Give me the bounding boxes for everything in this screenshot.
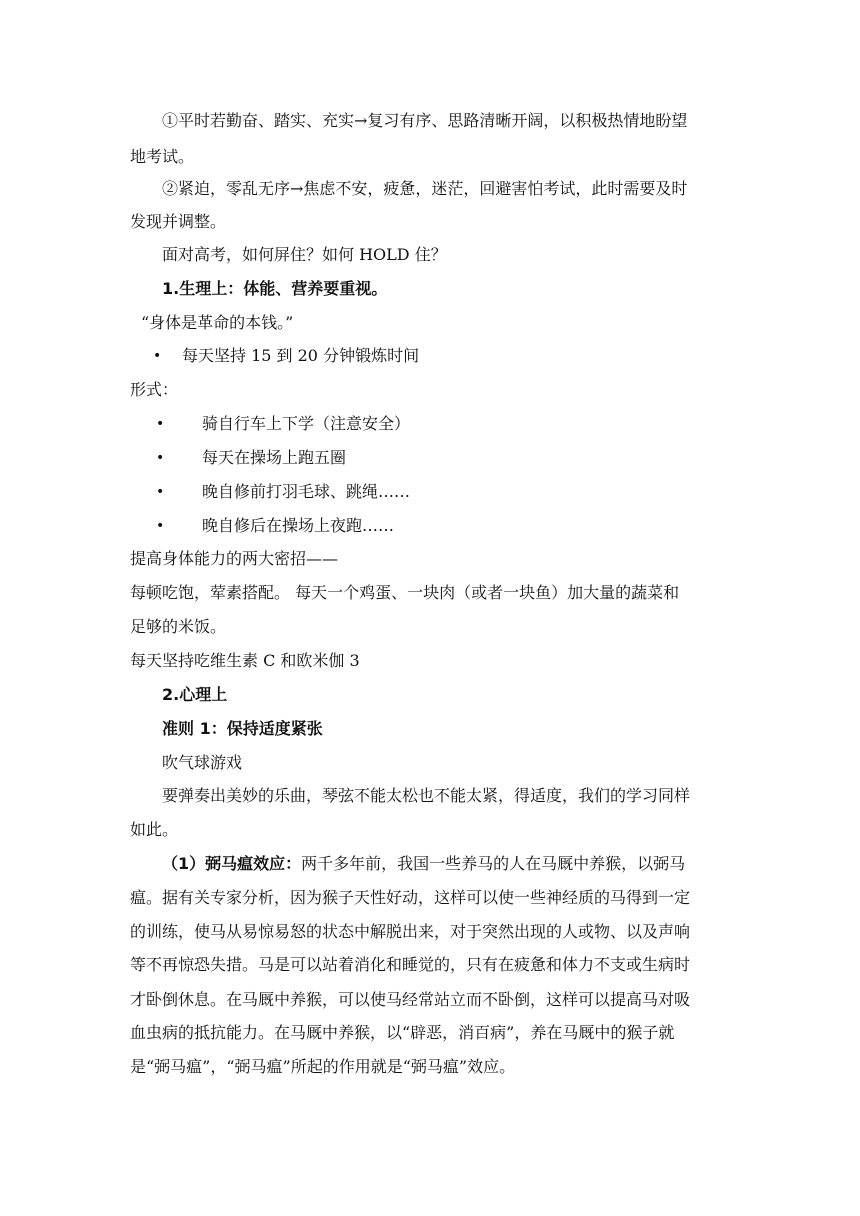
section-heading: 2.心理上 <box>162 685 228 704</box>
bullet-icon: • <box>153 348 162 364</box>
bullet-icon: • <box>156 484 165 500</box>
paragraph-line: 要弹奏出美妙的乐曲，琴弦不能太松也不能太紧，得适度，我们的学习同样 <box>162 786 691 805</box>
paragraph-line: 是“弼马瘟”，“弼马瘟”所起的作用就是“弼马瘟”效应。 <box>130 1057 516 1076</box>
bullet-item: 每天坚持 15 到 20 分钟锻炼时间 <box>182 346 420 365</box>
paragraph-line: 发现并调整。 <box>130 212 227 231</box>
section-heading: 1.生理上：体能、营养要重视。 <box>162 279 388 298</box>
form-label: 形式： <box>130 380 179 399</box>
list-item: 晚自修前打羽毛球、跳绳…… <box>202 482 411 501</box>
list-item: 晚自修后在操场上夜跑…… <box>202 516 395 535</box>
paragraph-line: 的训练，使马从易惊易怒的状态中解脱出来，对于突然出现的人或物、以及声响 <box>130 922 691 941</box>
paragraph-line: 每天坚持吃维生素 C 和欧米伽 3 <box>130 651 360 670</box>
paragraph-line: 血虫病的抵抗能力。在马厩中养猴，以“辟恶，消百病”，养在马厩中的猴子就 <box>130 1023 675 1042</box>
bullet-icon: • <box>156 450 165 466</box>
rule-heading: 准则 1：保持适度紧张 <box>162 719 323 738</box>
paragraph-line: 吹气球游戏 <box>162 753 243 772</box>
bullet-icon: • <box>156 416 165 432</box>
effect-title: （1）弼马瘟效应： <box>162 854 302 873</box>
paragraph-line: 等不再惊恐失措。马是可以站着消化和睡觉的，只有在疲惫和体力不支或生病时 <box>130 955 691 974</box>
paragraph-line: 瘟。据有关专家分析，因为猴子天性好动，这样可以使一些神经质的马得到一定 <box>130 888 691 907</box>
list-item: 每天在操场上跑五圈 <box>202 448 347 467</box>
paragraph-line: ②紧迫，零乱无序→焦虑不安，疲惫，迷茫，回避害怕考试，此时需要及时 <box>162 179 688 198</box>
paragraph-line <box>162 854 685 874</box>
paragraph-line: 如此。 <box>130 820 179 839</box>
list-item: 骑自行车上下学（注意安全） <box>202 414 411 433</box>
paragraph-line: 面对高考，如何屏住？如何 HOLD 住？ <box>162 245 447 264</box>
paragraph-line: 才卧倒休息。在马厩中养猴，可以使马经常站立而不卧倒，这样可以提高马对吸 <box>130 990 691 1009</box>
paragraph-line: 每顿吃饱，荤素搭配。 每天一个鸡蛋、一块肉（或者一块鱼）加大量的蔬菜和 <box>130 583 680 602</box>
quote-line: “身体是革命的本钱。” <box>141 313 294 332</box>
tips-title: 提高身体能力的两大密招—— <box>130 549 339 568</box>
paragraph-line: 足够的米饭。 <box>130 617 227 636</box>
paragraph-line: 地考试。 <box>130 147 195 166</box>
bullet-icon: • <box>156 518 165 534</box>
effect-text: 两千多年前，我国一些养马的人在马厩中养猴，以弼马 <box>301 854 686 873</box>
paragraph-line: ①平时若勤奋、踏实、充实→复习有序、思路清晰开阔，以积极热情地盼望 <box>162 111 688 130</box>
